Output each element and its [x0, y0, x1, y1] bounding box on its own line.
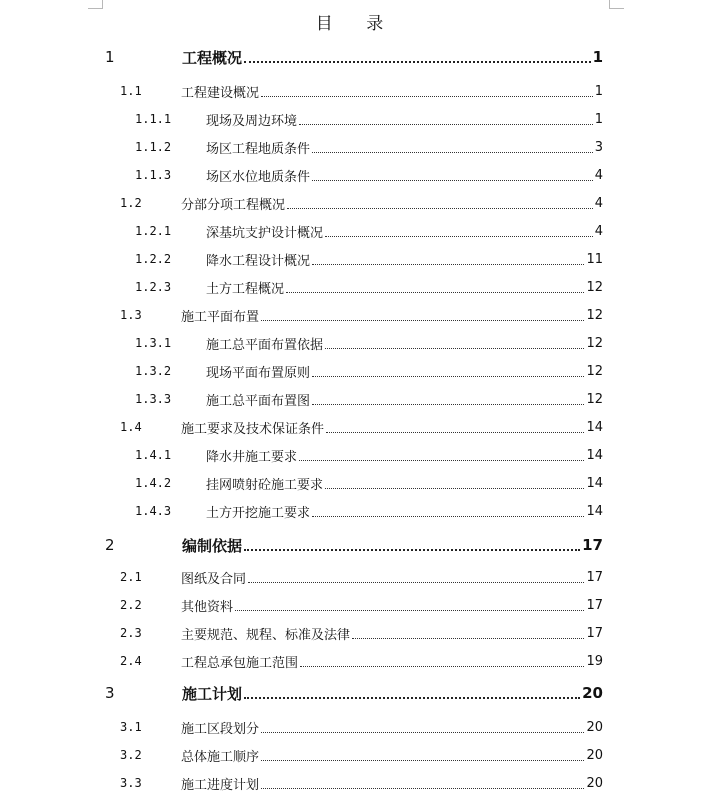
toc-entry-line — [206, 220, 603, 242]
toc-entry-number: 2.3 — [120, 626, 142, 640]
toc-entry[interactable] — [0, 220, 713, 242]
toc-entry-number: 1.2 — [120, 196, 142, 210]
toc-entry[interactable] — [0, 534, 713, 556]
toc-entry-line — [206, 360, 603, 382]
toc-entry-number: 1.3 — [120, 308, 142, 322]
dot-leader — [286, 292, 584, 293]
toc-entry[interactable] — [0, 304, 713, 326]
dot-leader — [299, 460, 584, 461]
toc-entry-page-number: 4 — [594, 223, 603, 239]
toc-entry-label: 现场平面布置原则 — [206, 365, 311, 381]
dot-leader — [235, 610, 584, 611]
toc-entry-page-number: 17 — [586, 569, 603, 585]
toc-entry-page-number: 12 — [586, 307, 603, 323]
toc-entry-page-number: 14 — [586, 475, 603, 491]
toc-entry-number: 1.2.3 — [135, 280, 172, 294]
toc-entry-page-number: 20 — [582, 684, 603, 702]
dot-leader — [325, 348, 584, 349]
toc-entry-number: 2.4 — [120, 654, 142, 668]
toc-entry[interactable] — [0, 416, 713, 438]
dot-leader — [261, 732, 584, 733]
toc-entry-line — [206, 248, 603, 270]
toc-entry[interactable] — [0, 46, 713, 68]
page-corner-mark-right — [609, 0, 624, 9]
toc-entry-page-number: 1 — [592, 48, 603, 66]
toc-entry[interactable] — [0, 164, 713, 186]
toc-entry[interactable] — [0, 472, 713, 494]
toc-entry-number: 3 — [105, 684, 115, 702]
toc-entry-page-number: 11 — [586, 251, 603, 267]
toc-entry-number: 1.4.3 — [135, 504, 172, 518]
toc-entry-label: 土方工程概况 — [206, 281, 285, 297]
toc-entry-page-number: 20 — [586, 775, 603, 791]
dot-leader — [261, 788, 584, 789]
toc-entry-line — [181, 594, 603, 616]
toc-entry-number: 1.3.1 — [135, 336, 172, 350]
toc-entry-label: 其他资料 — [181, 599, 234, 615]
toc-entry-label: 分部分项工程概况 — [181, 197, 286, 213]
toc-entry-label: 工程建设概况 — [181, 85, 260, 101]
toc-entry-label: 深基坑支护设计概况 — [206, 225, 324, 241]
toc-entry-line — [181, 744, 603, 766]
toc-entry-line — [181, 416, 603, 438]
toc-entry-page-number: 17 — [586, 597, 603, 613]
toc-entry-number: 2.2 — [120, 598, 142, 612]
toc-entry-label: 施工计划 — [182, 684, 243, 703]
page-corner-mark-left — [88, 0, 103, 9]
dot-leader — [312, 180, 593, 181]
toc-entry-number: 3.3 — [120, 776, 142, 790]
toc-entry[interactable] — [0, 388, 713, 410]
toc-entry-page-number: 17 — [582, 536, 603, 554]
toc-entry-page-number: 20 — [586, 719, 603, 735]
toc-entry-label: 场区水位地质条件 — [206, 169, 311, 185]
toc-entry-label: 工程总承包施工范围 — [181, 655, 299, 671]
dot-leader — [300, 666, 584, 667]
toc-entry[interactable] — [0, 622, 713, 644]
toc-entry-line — [181, 80, 603, 102]
toc-entry[interactable] — [0, 500, 713, 522]
toc-entry[interactable] — [0, 192, 713, 214]
toc-entry-label: 施工区段划分 — [181, 721, 260, 737]
dot-leader — [261, 96, 593, 97]
dot-leader — [312, 516, 584, 517]
toc-entry[interactable] — [0, 650, 713, 672]
dot-leader — [312, 152, 593, 153]
toc-entry-label: 主要规范、规程、标准及法律 — [181, 627, 351, 643]
toc-entry[interactable] — [0, 360, 713, 382]
toc-entry-page-number: 1 — [594, 111, 603, 127]
dot-leader — [312, 264, 584, 265]
toc-entry-line — [206, 444, 603, 466]
toc-entry-label: 降水工程设计概况 — [206, 253, 311, 269]
toc-entry-label: 工程概况 — [182, 48, 243, 67]
toc-entry-label: 图纸及合同 — [181, 571, 247, 587]
dot-leader — [352, 638, 584, 639]
toc-entry[interactable] — [0, 682, 713, 704]
toc-entry-label: 总体施工顺序 — [181, 749, 260, 765]
dot-leader — [325, 236, 593, 237]
toc-entry-page-number: 1 — [594, 83, 603, 99]
toc-entry-number: 1 — [105, 48, 115, 66]
toc-entry-line — [181, 192, 603, 214]
toc-entry[interactable] — [0, 594, 713, 616]
toc-entry-label: 施工总平面布置依据 — [206, 337, 324, 353]
toc-entry-page-number: 12 — [586, 335, 603, 351]
toc-entry-line — [206, 388, 603, 410]
toc-entry[interactable] — [0, 444, 713, 466]
toc-entry-line — [181, 622, 603, 644]
dot-leader — [325, 488, 584, 489]
toc-entry-label: 施工总平面布置图 — [206, 393, 311, 409]
toc-entry-line — [206, 332, 603, 354]
toc-entry[interactable] — [0, 566, 713, 588]
toc-entry-label: 现场及周边环境 — [206, 113, 298, 129]
toc-entry[interactable] — [0, 136, 713, 158]
toc-entry-page-number: 3 — [594, 139, 603, 155]
toc-entry-line — [181, 566, 603, 588]
toc-entry-label: 场区工程地质条件 — [206, 141, 311, 157]
dot-leader — [287, 208, 593, 209]
toc-entry-number: 1.3.3 — [135, 392, 172, 406]
toc-entry-label: 施工平面布置 — [181, 309, 260, 325]
toc-entry-label: 土方开挖施工要求 — [206, 505, 311, 521]
toc-entry-line — [206, 276, 603, 298]
dot-leader — [244, 549, 580, 551]
toc-entry-number: 1.1.2 — [135, 140, 172, 154]
toc-entry-line — [181, 716, 603, 738]
dot-leader — [299, 124, 593, 125]
toc-entry-number: 1.4.1 — [135, 448, 172, 462]
toc-entry[interactable] — [0, 716, 713, 738]
toc-entry-label: 降水井施工要求 — [206, 449, 298, 465]
toc-entry[interactable] — [0, 276, 713, 298]
toc-entry-number: 1.1.3 — [135, 168, 172, 182]
toc-entry[interactable] — [0, 248, 713, 270]
toc-entry-line — [182, 534, 603, 556]
toc-entry-line — [182, 682, 603, 704]
toc-entry-number: 1.2.2 — [135, 252, 172, 266]
dot-leader — [244, 61, 591, 63]
toc-entry-page-number: 12 — [586, 279, 603, 295]
toc-entry-line — [206, 472, 603, 494]
toc-entry-page-number: 12 — [586, 363, 603, 379]
dot-leader — [261, 760, 584, 761]
toc-entry-number: 1.2.1 — [135, 224, 172, 238]
toc-entry-line — [206, 164, 603, 186]
dot-leader — [312, 376, 584, 377]
dot-leader — [244, 697, 580, 699]
toc-entry-line — [206, 500, 603, 522]
toc-entry-number: 3.2 — [120, 748, 142, 762]
toc-entry-page-number: 4 — [594, 195, 603, 211]
dot-leader — [261, 320, 584, 321]
dot-leader — [248, 582, 584, 583]
toc-entry-page-number: 19 — [586, 653, 603, 669]
toc-entry-number: 1.1.1 — [135, 112, 172, 126]
toc-entry-label: 编制依据 — [182, 536, 243, 555]
toc-entry-line — [206, 108, 603, 130]
toc-entry-number: 2 — [105, 536, 115, 554]
toc-entry-line — [181, 650, 603, 672]
toc-entry-page-number: 14 — [586, 419, 603, 435]
toc-entry[interactable] — [0, 108, 713, 130]
toc-entry-number: 1.3.2 — [135, 364, 172, 378]
toc-entry-page-number: 14 — [586, 447, 603, 463]
toc-entry-page-number: 20 — [586, 747, 603, 763]
toc-entry[interactable] — [0, 80, 713, 102]
dot-leader — [312, 404, 584, 405]
toc-entry-number: 1.4 — [120, 420, 142, 434]
toc-entry[interactable] — [0, 772, 713, 794]
toc-entry-page-number: 17 — [586, 625, 603, 641]
toc-entry-number: 2.1 — [120, 570, 142, 584]
toc-entry-label: 施工进度计划 — [181, 777, 260, 793]
toc-entry[interactable] — [0, 332, 713, 354]
toc-entry-label: 施工要求及技术保证条件 — [181, 421, 325, 437]
page-title: 目 录 — [315, 14, 398, 34]
toc-entry-page-number: 14 — [586, 503, 603, 519]
toc-entry-line — [182, 46, 603, 68]
toc-entry-page-number: 4 — [594, 167, 603, 183]
toc-entry-number: 3.1 — [120, 720, 142, 734]
toc-entry-number: 1.4.2 — [135, 476, 172, 490]
toc-entry-label: 挂网喷射砼施工要求 — [206, 477, 324, 493]
toc-entry[interactable] — [0, 744, 713, 766]
toc-entry-line — [181, 304, 603, 326]
toc-entry-line — [206, 136, 603, 158]
toc-entry-number: 1.1 — [120, 84, 142, 98]
toc-entry-page-number: 12 — [586, 391, 603, 407]
dot-leader — [326, 432, 584, 433]
toc-entry-line — [181, 772, 603, 794]
